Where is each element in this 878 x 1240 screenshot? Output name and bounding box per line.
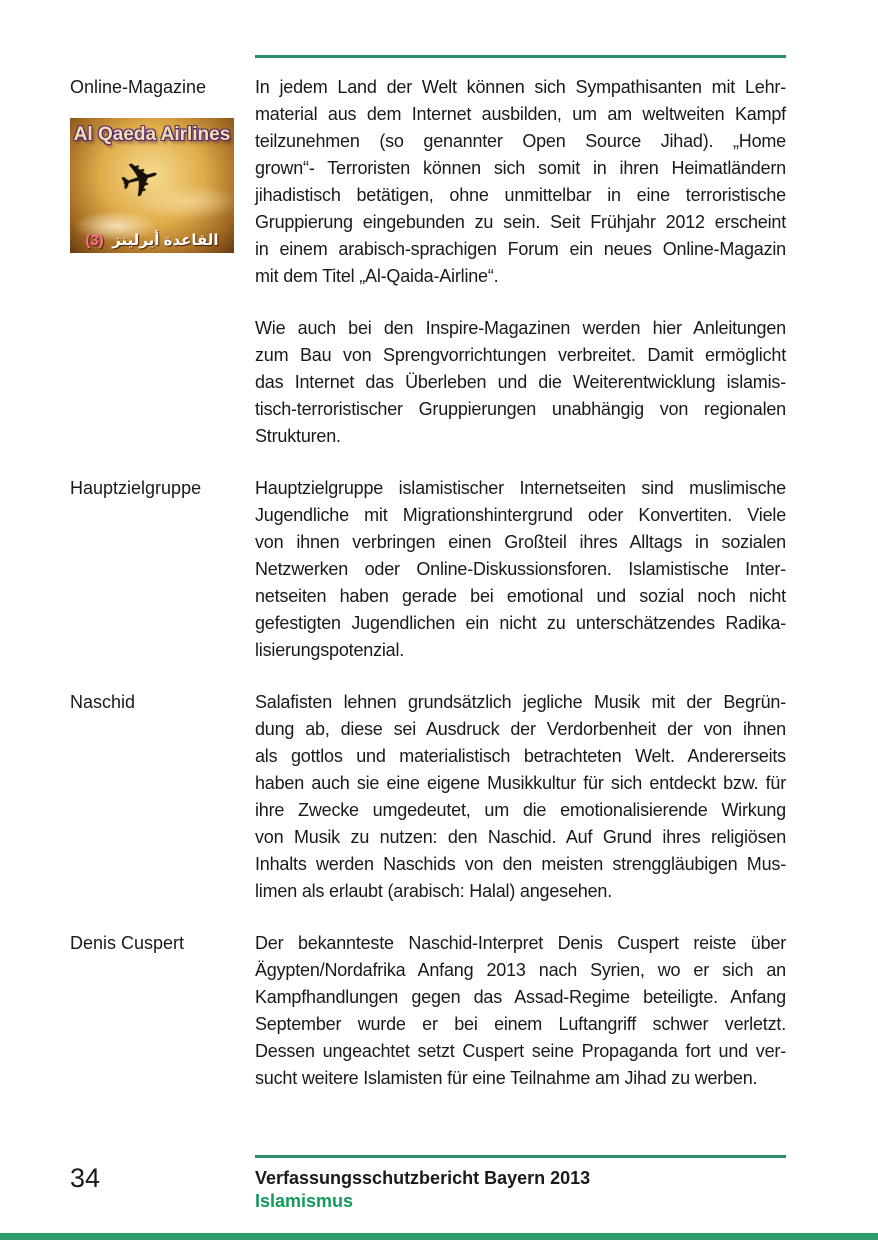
body-text-column <box>255 74 786 475</box>
footer-report-title: Verfassungsschutzbericht Bayern 2013 <box>255 1168 591 1188</box>
text-line: haben auch sie eine eigene Musikkultur für sich entdeckt bzw. für <box>255 773 786 793</box>
airplane-icon: ✈ <box>113 147 168 213</box>
paragraph <box>255 689 786 905</box>
content-sections <box>0 74 878 1117</box>
text-line: Dessen ungeachtet setzt Cuspert seine Propaganda fort und ver- <box>255 1041 786 1061</box>
text-line: von Musik zu nutzen: den Naschid. Auf Grund ihres religiösen <box>255 827 786 847</box>
text-line: In jedem Land der Welt können sich Sympathisanten mit Lehr- <box>255 77 786 97</box>
text-line: Inhalts werden Naschids von den meisten strenggläubigen Mus- <box>255 854 786 874</box>
section-online-magazine <box>0 74 878 475</box>
text-line: netseiten haben gerade bei emotional und sozial noch nicht <box>255 586 786 606</box>
text-line: Strukturen. <box>255 426 341 446</box>
margin-label-column <box>0 689 255 930</box>
text-line: jihadistisch betätigen, ohne unmittelbar in eine terroristische <box>255 185 786 205</box>
cover-image-title: Al Qaeda Airlines <box>73 124 231 145</box>
text-line: von ihnen verbringen einen Großteil ihres Alltags in sozialen <box>255 532 786 552</box>
margin-label: Online-Magazine <box>70 77 207 97</box>
margin-label: Denis Cuspert <box>70 933 185 953</box>
body-text-column <box>255 475 786 689</box>
text-line: tisch-terroristischer Gruppierungen unabhängig von regionalen <box>255 399 786 419</box>
text-line: Wie auch bei den Inspire-Magazinen werden hier Anleitungen <box>255 318 786 338</box>
text-line: September wurde er bei einem Luftangriff schwer verletzt. <box>255 1014 786 1034</box>
text-line: Hauptzielgruppe islamistischer Internetseiten sind muslimische <box>255 478 786 498</box>
text-line: gefestigten Jugendlichen ein nicht zu unterschätzendes Radika- <box>255 613 786 633</box>
cover-arabic-text: القاعدة أيرلينز <box>112 232 219 249</box>
text-line: Jugendliche mit Migrationshintergrund oder Konvertiten. Viele <box>255 505 786 525</box>
text-line: material aus dem Internet ausbilden, um am weltweiten Kampf <box>255 104 786 124</box>
text-line: Salafisten lehnen grundsätzlich jegliche Musik mit der Begrün- <box>255 692 786 712</box>
cover-image <box>70 118 234 253</box>
footer-text <box>255 1167 590 1213</box>
text-line: das Internet das Überleben und die Weiterentwicklung islamis- <box>255 372 786 392</box>
text-line: grown“- Terroristen können sich somit in ihren Heimatländern <box>255 158 786 178</box>
footer-rule <box>255 1155 786 1158</box>
text-line: limen als erlaubt (arabisch: Halal) angesehen. <box>255 881 612 901</box>
footer-chapter-label: Islamismus <box>255 1191 354 1211</box>
margin-label-column <box>0 74 255 475</box>
section-naschid <box>0 689 878 930</box>
paragraph <box>255 74 786 290</box>
text-line: dung ab, diese sei Ausdruck der Verdorbenheit der von ihnen <box>255 719 786 739</box>
text-line: Gruppierung eingebunden zu sein. Seit Frühjahr 2012 erscheint <box>255 212 786 232</box>
bottom-green-bar <box>0 1233 878 1240</box>
paragraph <box>255 930 786 1092</box>
text-line: in einem arabisch-sprachigen Forum ein neues Online-Magazin <box>255 239 786 259</box>
margin-label: Naschid <box>70 692 136 712</box>
text-line: mit dem Titel „Al-Qaida-Airline“. <box>255 266 499 286</box>
margin-label: Hauptzielgruppe <box>70 478 202 498</box>
text-line: ihre Zwecke umgedeutet, um die emotionalisierende Wirkung <box>255 800 786 820</box>
text-line: Netzwerken oder Online-Diskussionsforen. Islamistische Inter- <box>255 559 786 579</box>
text-line: lisierungspotenzial. <box>255 640 405 660</box>
body-text-column <box>255 689 786 930</box>
text-line: Ägypten/Nordafrika Anfang 2013 nach Syrien, wo er sich an <box>255 960 786 980</box>
paragraph <box>255 475 786 664</box>
text-line: als gottlos und materialistisch betrachteten Welt. Andererseits <box>255 746 786 766</box>
top-rule <box>255 55 786 58</box>
cover-image-arabic-caption <box>70 231 234 249</box>
paragraph <box>255 315 786 450</box>
section-hauptzielgruppe <box>0 475 878 689</box>
cover-issue-number: (3) <box>85 232 104 249</box>
text-line: sucht weitere Islamisten für eine Teilnahme am Jihad zu werben. <box>255 1068 758 1088</box>
text-line: teilzunehmen (so genannter Open Source Jihad). „Home <box>255 131 786 151</box>
margin-label-column <box>0 475 255 689</box>
margin-label-column <box>0 930 255 1117</box>
section-denis-cuspert <box>0 930 878 1117</box>
body-text-column <box>255 930 786 1117</box>
page-number: 34 <box>70 1163 101 1193</box>
text-line: Der bekannteste Naschid-Interpret Denis Cuspert reiste über <box>255 933 786 953</box>
text-line: zum Bau von Sprengvorrichtungen verbreitet. Damit ermöglicht <box>255 345 786 365</box>
text-line: Kampfhandlungen gegen das Assad-Regime beteiligte. Anfang <box>255 987 786 1007</box>
